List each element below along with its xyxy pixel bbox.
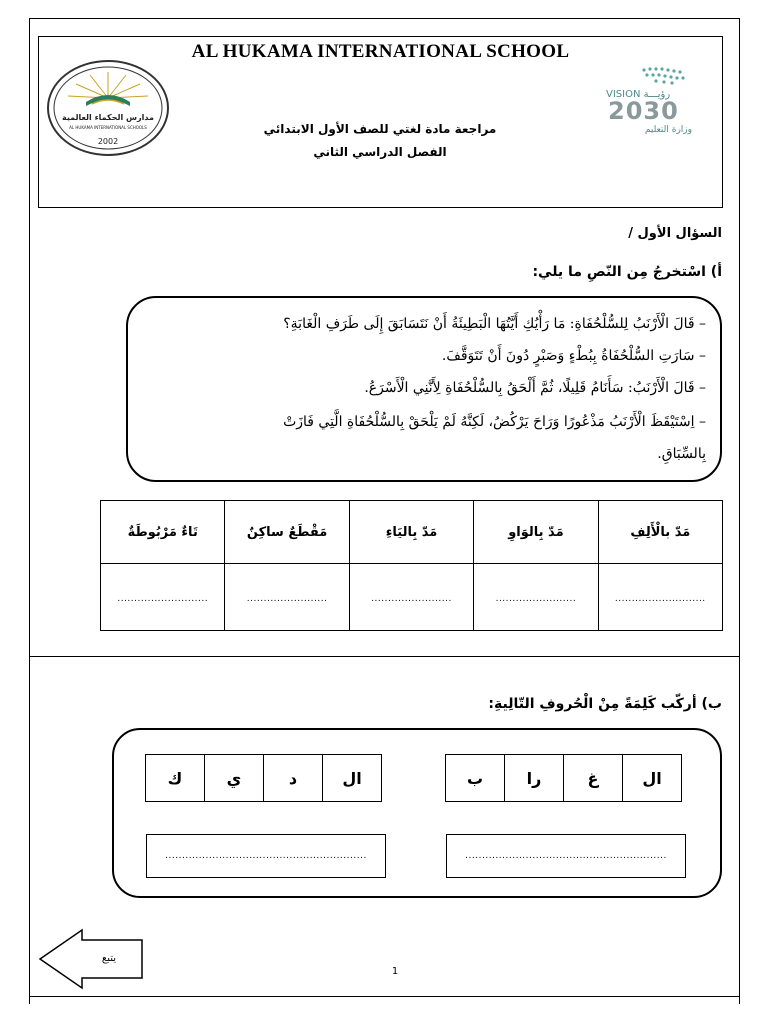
vision-2030-logo (604, 64, 714, 144)
page-frame-top (29, 18, 740, 19)
letter-cell: ال (322, 754, 382, 802)
letter-cell: ي (204, 754, 264, 802)
word-answer-box-1[interactable]: ............................................................ (446, 834, 686, 878)
table-header-sakin-syllable: مَقْطَعٌ ساكِنٌ (225, 501, 349, 564)
letter-cell: ك (145, 754, 205, 802)
table-header-ya-madd: مَدّ بِاليَاءِ (349, 501, 473, 564)
seal-arabic-name: مدارس الحكماء العالمية (62, 113, 154, 122)
letter-group-2 (146, 754, 382, 802)
page-frame-bottom (29, 996, 740, 997)
answer-cell[interactable]: ........................ (474, 564, 598, 631)
passage-line: – اِسْتَيْقَظَ الْأَرْنَبُ مَذْعُورًا وَرَاحَ يَرْكُضُ، لَكِنَّهُ لَمْ يَلْحَقْ بِالسُّلْحُفَاةِ الَّتِي فَازَتْ (283, 414, 706, 430)
letter-group-1 (446, 754, 682, 802)
part-b-instruction: ب) أركّب كَلِمَةً مِنْ الْحُروفِ التّالِيةِ: (488, 696, 722, 712)
table-header-alef-madd: مَدّ بالْأَلِفِ (598, 501, 722, 564)
letter-cell: را (504, 754, 564, 802)
answer-cell[interactable]: ........................... (101, 564, 225, 631)
passage-line: بِالسِّبَاقِ. (657, 446, 706, 462)
page-frame-left (29, 18, 30, 1004)
word-answer-box-2[interactable]: ............................................................ (146, 834, 386, 878)
seal-year: 2002 (97, 137, 119, 146)
letter-cell: ب (445, 754, 505, 802)
school-name: AL HUKAMA INTERNATIONAL SCHOOL (191, 41, 570, 62)
passage-line: – سَارَتِ السُّلْحُفَاةُ بِبُطْءٍ وَصَبْرٍ دُونَ أَنْ تَتَوَقَّفَ. (441, 348, 706, 364)
answer-cell[interactable]: ........................ (349, 564, 473, 631)
table-header-taa-marbuta: تَاءٌ مَرْبُوطَةٌ (101, 501, 225, 564)
ministry-label: وزارة التعليم (644, 125, 692, 135)
letter-cell: غ (563, 754, 623, 802)
answer-cell[interactable]: ........................ (225, 564, 349, 631)
vision-year: 2030 (608, 97, 679, 125)
answer-cell[interactable]: ........................... (598, 564, 722, 631)
school-seal-logo (46, 58, 170, 158)
part-a-instruction: أ) اسْتخرجُ مِن النّصِ ما يلي: (532, 264, 722, 280)
table-header-waw-madd: مَدّ بِالوَاوِ (474, 501, 598, 564)
semester-label: الفصل الدراسي الثاني (313, 145, 447, 159)
extraction-table (100, 500, 723, 631)
vision-label: VISION رؤيـــة (606, 89, 671, 100)
letter-cell: ال (622, 754, 682, 802)
seal-english-name: AL HUKAMA INTERNATIONAL SCHOOLS (69, 125, 147, 130)
section-divider (29, 656, 740, 657)
passage-line: – قَالَ الْأَرْنَبُ لِلسُّلْحُفَاةِ: مَا رَأْيُكِ أَيَّتُهَا الْبَطِيئَةُ أَنْ نَتَسَابَقَ إِلَى طَرَفِ الْغَابَةِ؟ (283, 316, 706, 332)
page-frame-right (739, 18, 740, 1004)
worksheet-title: مراجعة مادة لغتي للصف الأول الابتدائي (263, 122, 497, 136)
page-number: 1 (391, 966, 399, 977)
question-1-title: السؤال الأول / (628, 226, 722, 241)
passage-line: – قَالَ الْأَرْنَبُ: سَأَنَامُ قَلِيلًا، ثُمَّ أَلْحَقُ بِالسُّلْحُفَاةِ لِأَنَّنِي الْأَسْرَعُ. (364, 380, 706, 396)
letter-cell: د (263, 754, 323, 802)
next-page-label: يتبع (101, 953, 117, 964)
